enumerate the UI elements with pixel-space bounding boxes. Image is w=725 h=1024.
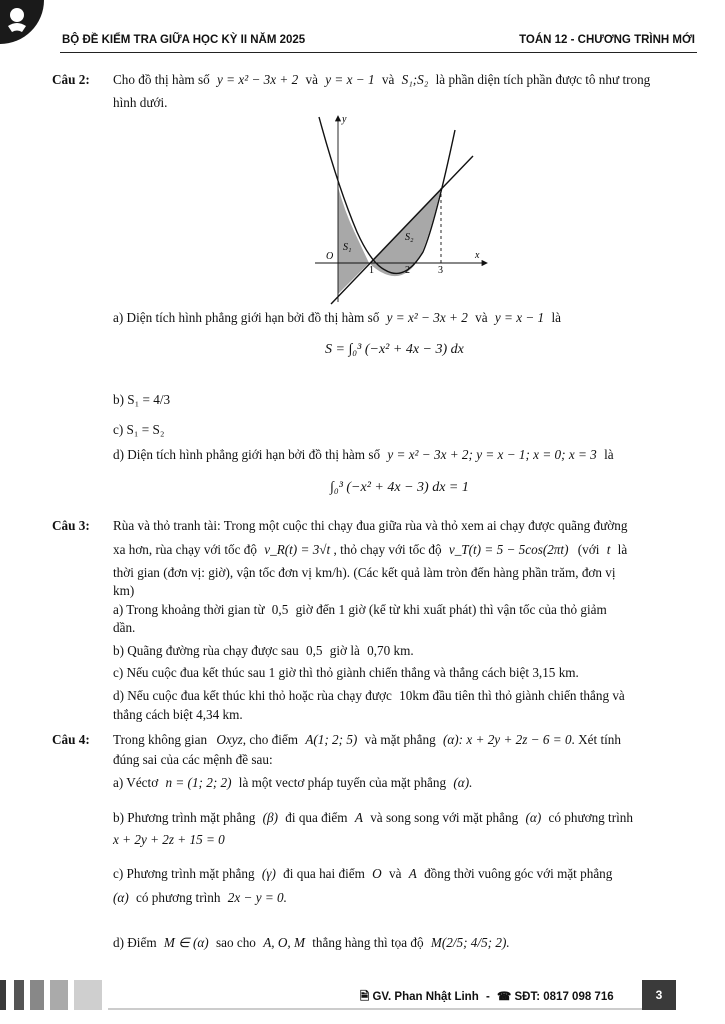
q2-label: Câu 2: <box>52 72 90 87</box>
tick-1: 1 <box>369 265 374 276</box>
q4-option-d: d) Điểm M ∈ (α) sao cho A, O, M thẳng hàng thì tọa độ M(2/5; 4/5; 2). <box>113 935 510 950</box>
y-axis-label: y <box>342 114 347 125</box>
q4-point-a: A(1; 2; 5) <box>305 732 358 747</box>
header-subject: TOÁN 12 - CHƯƠNG TRÌNH MỚI <box>519 34 695 46</box>
q3-option-d: d) Nếu cuộc đua kết thúc khi thỏ hoặc rùa chạy được 10km đầu tiên thì thỏ giành chiến thắng và <box>113 688 625 703</box>
q3-line4: km) <box>113 583 135 598</box>
brand-logo-icon <box>0 0 52 52</box>
origin-label: O <box>326 251 334 262</box>
q4-line1: Trong không gian Oxyz, cho điểm A(1; 2; 5) và mặt phẳng (α): x + 2y + 2z − 6 = 0. Xét tính <box>113 732 621 747</box>
s2-label: S₂ <box>405 232 414 243</box>
q4-option-b-eq: x + 2y + 2z + 15 = 0 <box>113 832 225 847</box>
tick-3: 3 <box>438 265 443 276</box>
phone-icon: ☎ <box>496 991 512 1003</box>
q2-option-d: d) Diện tích hình phẳng giới hạn bởi đồ thị hàm số y = x² − 3x + 2; y = x − 1; x = 0; x = 3 là <box>113 447 614 462</box>
q2-intro-line1: Cho đồ thị hàm số y = x² − 3x + 2 và y = x − 1 và S₁;S₂ là phần diện tích phần được tô như trong <box>113 72 651 87</box>
region-s1 <box>338 187 369 294</box>
q4-option-c-cont: (α) có phương trình 2x − y = 0. <box>113 890 287 905</box>
q4-label: Câu 4: <box>52 732 90 747</box>
page-header <box>0 0 725 60</box>
q4-option-b: b) Phương trình mặt phẳng (β) đi qua điểm A và song song với mặt phẳng (α) có phương trình <box>113 810 633 825</box>
header-title: BỘ ĐỀ KIỂM TRA GIỮA HỌC KỲ II NĂM 2025 <box>62 34 306 46</box>
page-footer <box>0 980 725 1024</box>
q3-option-a: a) Trong khoảng thời gian từ 0,5 giờ đến 1 giờ (kể từ khi xuất phát) thì vận tốc của thỏ giảm <box>113 602 607 617</box>
q3-option-c: c) Nếu cuộc đua kết thúc sau 1 giờ thì thỏ giành chiến thắng và thắng cách biệt 3,15 km. <box>113 665 579 680</box>
q3-label: Câu 3: <box>52 518 90 533</box>
q2-formula-d: ∫₀³ (−x² + 4x − 3) dx = 1 <box>330 480 469 495</box>
q2-option-a: a) Diện tích hình phẳng giới hạn bởi đồ thị hàm số y = x² − 3x + 2 và y = x − 1 là <box>113 310 561 325</box>
q2-option-b: b) S₁ = 4/3 <box>113 392 171 407</box>
s1-label: S₁ <box>343 242 352 253</box>
q2-formula-a: S = ∫₀³ (−x² + 4x − 3) dx <box>325 342 464 357</box>
document-icon: 🗎 <box>360 991 370 1003</box>
x-axis-label: x <box>475 250 480 261</box>
q2-intro-line2: hình dưới. <box>113 95 168 110</box>
header-divider <box>60 52 697 53</box>
q3-rabbit-speed: v_T(t) = 5 − 5cos(2πt) <box>448 542 569 557</box>
q3-option-a-cont: dần. <box>113 620 136 635</box>
footer-author: 🗎 GV. Phan Nhật Linh - ☎ SĐT: 0817 098 716 <box>360 991 614 1003</box>
q4-option-c: c) Phương trình mặt phẳng (γ) đi qua hai điểm O và A đồng thời vuông góc với mặt phẳng <box>113 866 613 881</box>
q4-line2: đúng sai của các mệnh đề sau: <box>113 752 273 767</box>
q2-graph <box>305 112 495 307</box>
q4-plane-alpha: (α): x + 2y + 2z − 6 = 0 <box>442 732 572 747</box>
q2-function-parabola: y = x² − 3x + 2 <box>217 72 299 87</box>
q3-option-d-cont: thắng cách biệt 4,34 km. <box>113 707 243 722</box>
q3-turtle-speed: v_R(t) = 3√t <box>264 542 331 557</box>
q3-line3: thời gian (đơn vị: giờ), vận tốc đơn vị km/h). (Các kết quả làm tròn đến hàng phần trăm, đơn vị <box>113 565 616 580</box>
tick-2: 2 <box>405 265 410 276</box>
page-number: 3 <box>642 980 676 1010</box>
q2-option-c: c) S₁ = S₂ <box>113 422 165 437</box>
q3-line1: Rùa và thỏ tranh tài: Trong một cuộc thi chạy đua giữa rùa và thỏ xem ai chạy được quãng đường <box>113 518 628 533</box>
q3-option-b: b) Quãng đường rùa chạy được sau 0,5 giờ là 0,70 km. <box>113 643 414 658</box>
q2-function-line: y = x − 1 <box>325 72 375 87</box>
q3-line2: xa hơn, rùa chạy với tốc độ v_R(t) = 3√t , thỏ chạy với tốc độ v_T(t) = 5 − 5cos(2πt) (với t là <box>113 542 628 557</box>
q4-option-a: a) Véctơ n = (1; 2; 2) là một vectơ pháp tuyến của mặt phẳng (α). <box>113 775 473 790</box>
